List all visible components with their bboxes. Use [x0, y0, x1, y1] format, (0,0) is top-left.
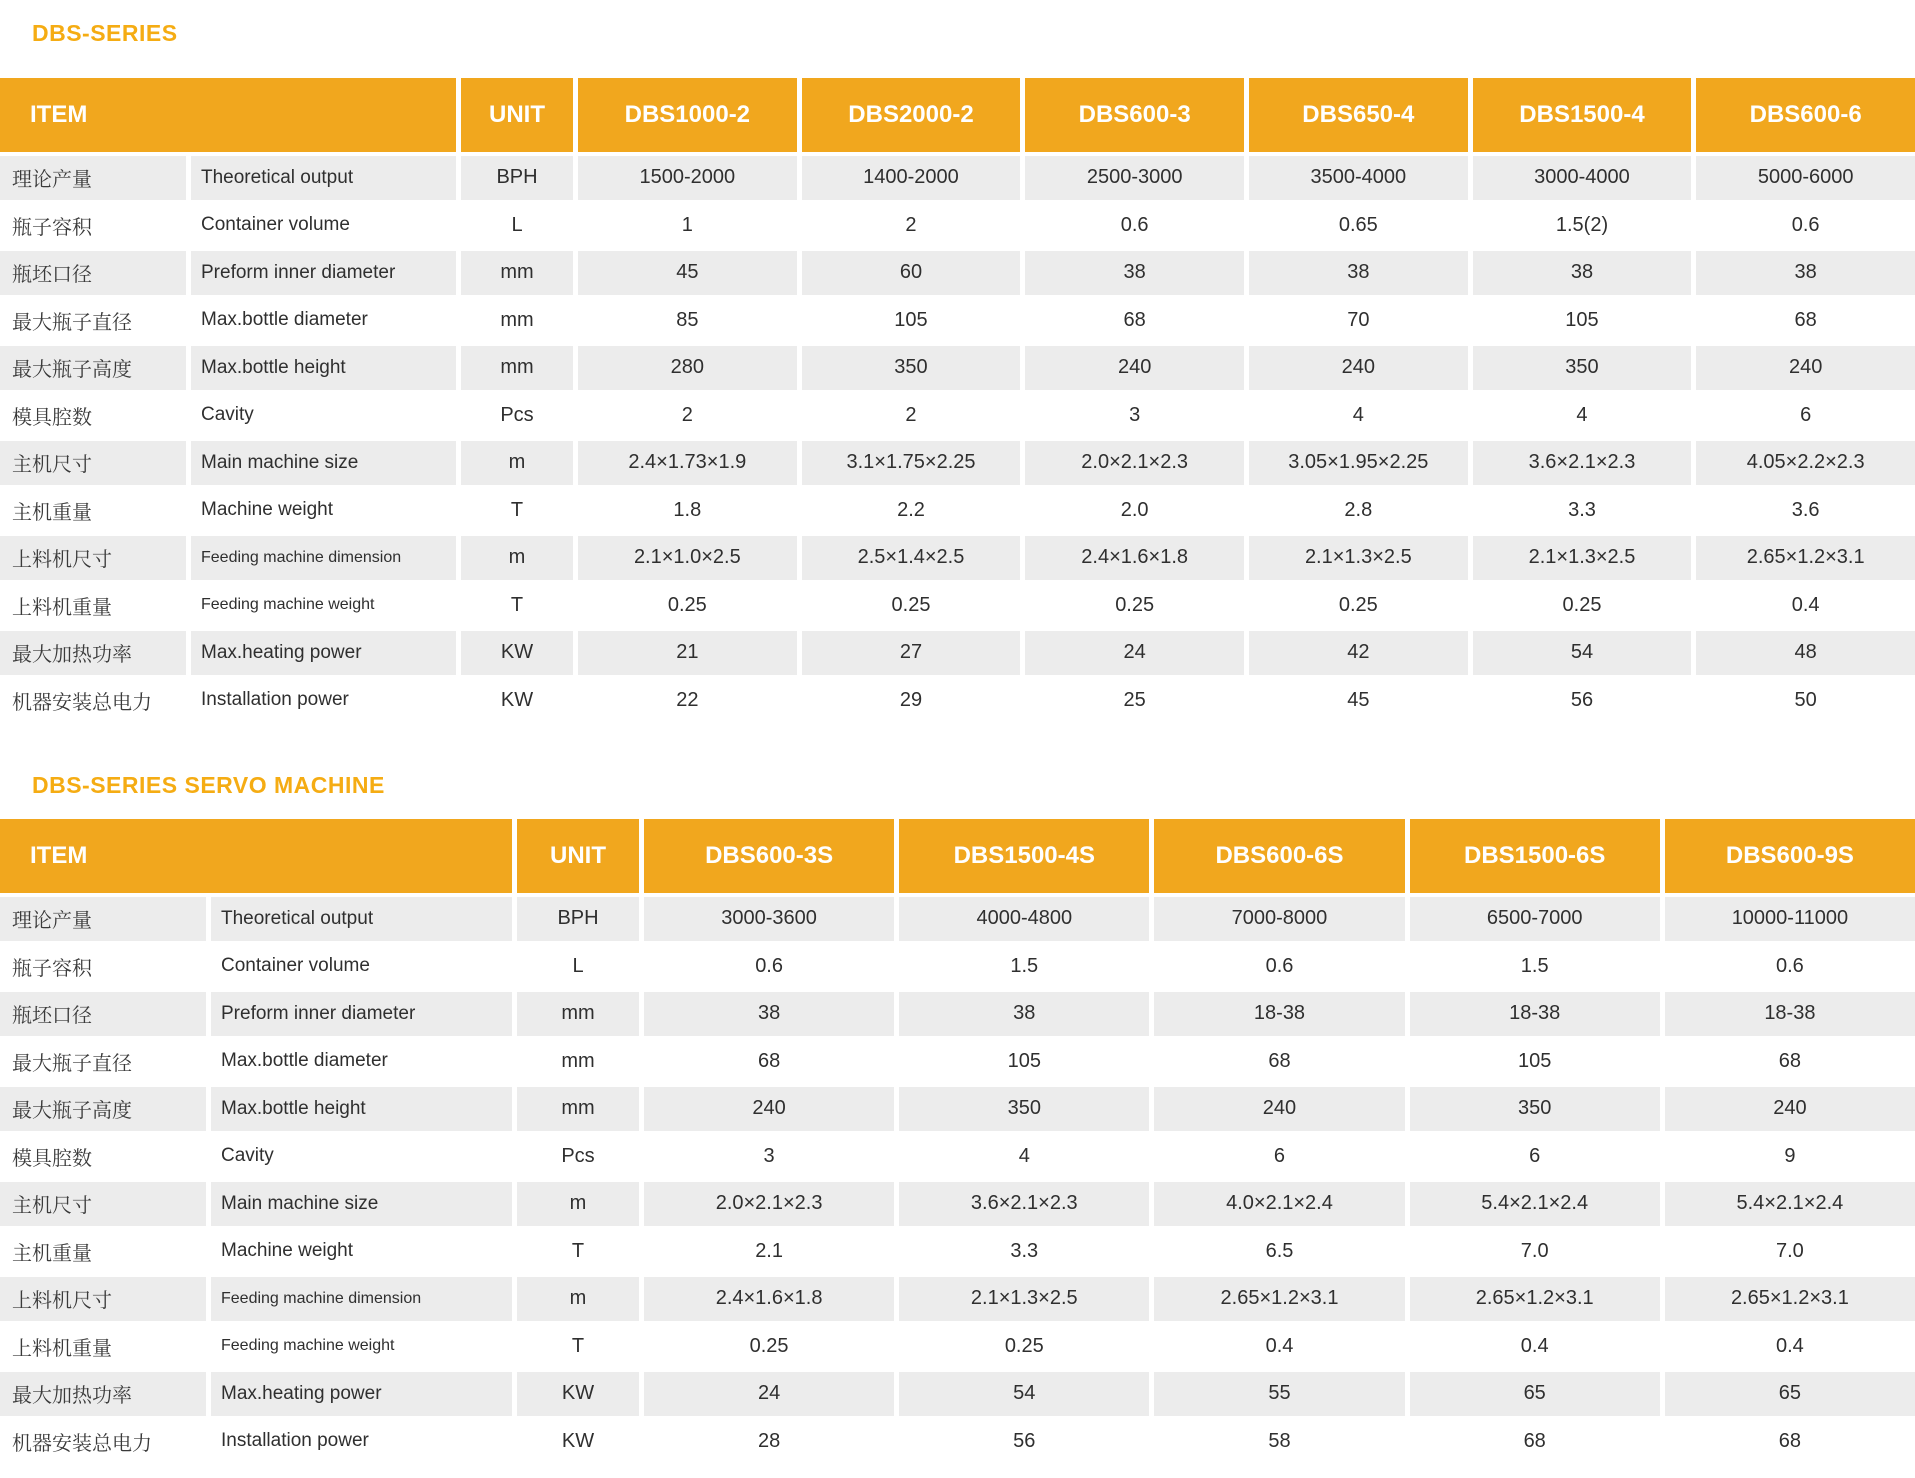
row-label-cn-cell: 上料机重量 — [0, 584, 186, 628]
value-cell: 38 — [1473, 251, 1692, 295]
value-cell: 2.65×1.2×3.1 — [1665, 1277, 1915, 1321]
unit-cell: m — [517, 1182, 639, 1226]
value-cell: 0.6 — [644, 945, 894, 989]
value-cell: 3.1×1.75×2.25 — [802, 441, 1021, 485]
value-cell: 0.25 — [1249, 584, 1468, 628]
value-cell: 3.3 — [1473, 489, 1692, 533]
model-header-cell: DBS650-4 — [1249, 78, 1468, 152]
value-cell: 10000-11000 — [1665, 897, 1915, 941]
value-cell: 2.0 — [1025, 489, 1244, 533]
value-cell: 350 — [1410, 1087, 1660, 1131]
value-cell: 3 — [644, 1135, 894, 1179]
unit-cell: T — [461, 584, 573, 628]
value-cell: 2.1×1.3×2.5 — [899, 1277, 1149, 1321]
value-cell: 2 — [802, 394, 1021, 438]
value-cell: 2.1 — [644, 1230, 894, 1274]
value-cell: 21 — [578, 631, 797, 675]
unit-cell: L — [517, 945, 639, 989]
value-cell: 105 — [802, 299, 1021, 343]
value-cell: 2.5×1.4×2.5 — [802, 536, 1021, 580]
value-cell: 2.8 — [1249, 489, 1468, 533]
value-cell: 56 — [899, 1420, 1149, 1464]
value-cell: 3.05×1.95×2.25 — [1249, 441, 1468, 485]
unit-cell: mm — [517, 1040, 639, 1084]
value-cell: 6 — [1154, 1135, 1404, 1179]
unit-cell: BPH — [461, 156, 573, 200]
value-cell: 2.1×1.3×2.5 — [1473, 536, 1692, 580]
value-cell: 2 — [578, 394, 797, 438]
value-cell: 0.6 — [1154, 945, 1404, 989]
value-cell: 5.4×2.1×2.4 — [1410, 1182, 1660, 1226]
value-cell: 68 — [1154, 1040, 1404, 1084]
row-label-en-cell: Theoretical output — [211, 897, 512, 941]
row-label-en-cell: Feeding machine dimension — [191, 536, 456, 580]
value-cell: 5.4×2.1×2.4 — [1665, 1182, 1915, 1226]
value-cell: 3500-4000 — [1249, 156, 1468, 200]
value-cell: 240 — [1025, 346, 1244, 390]
value-cell: 28 — [644, 1420, 894, 1464]
item-header-cell: ITEM — [0, 78, 456, 152]
row-label-en-cell: Machine weight — [211, 1230, 512, 1274]
value-cell: 0.25 — [1025, 584, 1244, 628]
value-cell: 105 — [1473, 299, 1692, 343]
value-cell: 2.0×2.1×2.3 — [1025, 441, 1244, 485]
value-cell: 38 — [1249, 251, 1468, 295]
value-cell: 68 — [1696, 299, 1915, 343]
value-cell: 68 — [1410, 1420, 1660, 1464]
value-cell: 38 — [1696, 251, 1915, 295]
row-label-cn-cell: 最大加热功率 — [0, 631, 186, 675]
value-cell: 2.4×1.6×1.8 — [644, 1277, 894, 1321]
value-cell: 68 — [1665, 1040, 1915, 1084]
value-cell: 4.0×2.1×2.4 — [1154, 1182, 1404, 1226]
unit-cell: L — [461, 204, 573, 248]
value-cell: 25 — [1025, 679, 1244, 723]
value-cell: 68 — [1025, 299, 1244, 343]
value-cell: 2500-3000 — [1025, 156, 1244, 200]
row-label-cn-cell: 最大瓶子高度 — [0, 346, 186, 390]
unit-cell: KW — [461, 679, 573, 723]
value-cell: 68 — [1665, 1420, 1915, 1464]
value-cell: 55 — [1154, 1372, 1404, 1416]
value-cell: 0.25 — [1473, 584, 1692, 628]
model-header-cell: DBS600-3 — [1025, 78, 1244, 152]
model-header-cell: DBS600-3S — [644, 819, 894, 893]
row-label-en-cell: Container volume — [211, 945, 512, 989]
value-cell: 0.4 — [1665, 1325, 1915, 1369]
value-cell: 2.0×2.1×2.3 — [644, 1182, 894, 1226]
value-cell: 0.65 — [1249, 204, 1468, 248]
row-label-cn-cell: 瓶坯口径 — [0, 251, 186, 295]
value-cell: 6 — [1410, 1135, 1660, 1179]
value-cell: 3.6 — [1696, 489, 1915, 533]
row-label-cn-cell: 机器安装总电力 — [0, 1420, 206, 1464]
unit-cell: mm — [517, 1087, 639, 1131]
unit-cell: m — [461, 441, 573, 485]
row-label-en-cell: Max.bottle height — [211, 1087, 512, 1131]
value-cell: 2.65×1.2×3.1 — [1696, 536, 1915, 580]
row-label-cn-cell: 上料机尺寸 — [0, 1277, 206, 1321]
value-cell: 350 — [802, 346, 1021, 390]
value-cell: 0.4 — [1696, 584, 1915, 628]
row-label-cn-cell: 最大瓶子直径 — [0, 1040, 206, 1084]
value-cell: 4 — [1473, 394, 1692, 438]
row-label-cn-cell: 主机重量 — [0, 1230, 206, 1274]
value-cell: 105 — [899, 1040, 1149, 1084]
value-cell: 45 — [1249, 679, 1468, 723]
row-label-cn-cell: 瓶子容积 — [0, 204, 186, 248]
model-header-cell: DBS1500-4 — [1473, 78, 1692, 152]
model-header-cell: DBS600-6S — [1154, 819, 1404, 893]
unit-cell: mm — [517, 992, 639, 1036]
value-cell: 6.5 — [1154, 1230, 1404, 1274]
value-cell: 7.0 — [1665, 1230, 1915, 1274]
value-cell: 4000-4800 — [899, 897, 1149, 941]
value-cell: 45 — [578, 251, 797, 295]
row-label-cn-cell: 主机尺寸 — [0, 441, 186, 485]
unit-header-cell: UNIT — [461, 78, 573, 152]
row-label-cn-cell: 主机重量 — [0, 489, 186, 533]
unit-header-cell: UNIT — [517, 819, 639, 893]
value-cell: 38 — [899, 992, 1149, 1036]
row-label-en-cell: Preform inner diameter — [191, 251, 456, 295]
value-cell: 350 — [899, 1087, 1149, 1131]
value-cell: 240 — [1665, 1087, 1915, 1131]
value-cell: 7000-8000 — [1154, 897, 1404, 941]
value-cell: 3000-4000 — [1473, 156, 1692, 200]
value-cell: 0.25 — [899, 1325, 1149, 1369]
row-label-en-cell: Max.heating power — [191, 631, 456, 675]
unit-cell: KW — [461, 631, 573, 675]
value-cell: 60 — [802, 251, 1021, 295]
value-cell: 1.8 — [578, 489, 797, 533]
value-cell: 2.1×1.0×2.5 — [578, 536, 797, 580]
value-cell: 70 — [1249, 299, 1468, 343]
value-cell: 350 — [1473, 346, 1692, 390]
value-cell: 0.4 — [1410, 1325, 1660, 1369]
value-cell: 54 — [899, 1372, 1149, 1416]
unit-cell: m — [517, 1277, 639, 1321]
unit-cell: m — [461, 536, 573, 580]
row-label-en-cell: Preform inner diameter — [211, 992, 512, 1036]
row-label-en-cell: Theoretical output — [191, 156, 456, 200]
value-cell: 1.5(2) — [1473, 204, 1692, 248]
value-cell: 65 — [1665, 1372, 1915, 1416]
value-cell: 3.6×2.1×2.3 — [1473, 441, 1692, 485]
value-cell: 54 — [1473, 631, 1692, 675]
model-header-cell: DBS600-6 — [1696, 78, 1915, 152]
unit-cell: Pcs — [517, 1135, 639, 1179]
value-cell: 0.25 — [578, 584, 797, 628]
model-header-cell: DBS1000-2 — [578, 78, 797, 152]
value-cell: 38 — [1025, 251, 1244, 295]
row-label-cn-cell: 上料机尺寸 — [0, 536, 186, 580]
unit-cell: mm — [461, 299, 573, 343]
row-label-en-cell: Max.bottle diameter — [211, 1040, 512, 1084]
value-cell: 240 — [1696, 346, 1915, 390]
value-cell: 240 — [1249, 346, 1468, 390]
value-cell: 240 — [1154, 1087, 1404, 1131]
row-label-cn-cell: 瓶子容积 — [0, 945, 206, 989]
value-cell: 4 — [1249, 394, 1468, 438]
value-cell: 0.6 — [1025, 204, 1244, 248]
value-cell: 2.1×1.3×2.5 — [1249, 536, 1468, 580]
value-cell: 18-38 — [1410, 992, 1660, 1036]
dbs-series-title: DBS-SERIES — [32, 20, 178, 46]
value-cell: 5000-6000 — [1696, 156, 1915, 200]
value-cell: 2.65×1.2×3.1 — [1154, 1277, 1404, 1321]
value-cell: 2 — [802, 204, 1021, 248]
row-label-cn-cell: 模具腔数 — [0, 394, 186, 438]
value-cell: 2.4×1.6×1.8 — [1025, 536, 1244, 580]
row-label-cn-cell: 最大瓶子直径 — [0, 299, 186, 343]
value-cell: 42 — [1249, 631, 1468, 675]
row-label-en-cell: Max.heating power — [211, 1372, 512, 1416]
value-cell: 24 — [644, 1372, 894, 1416]
value-cell: 3.6×2.1×2.3 — [899, 1182, 1149, 1226]
value-cell: 18-38 — [1665, 992, 1915, 1036]
value-cell: 1500-2000 — [578, 156, 797, 200]
value-cell: 0.4 — [1154, 1325, 1404, 1369]
value-cell: 38 — [644, 992, 894, 1036]
unit-cell: T — [517, 1230, 639, 1274]
value-cell: 6500-7000 — [1410, 897, 1660, 941]
dbs-series-servo-table — [0, 819, 1915, 1463]
row-label-en-cell: Feeding machine weight — [211, 1325, 512, 1369]
spec-sheet — [0, 18, 1915, 1463]
row-label-cn-cell: 模具腔数 — [0, 1135, 206, 1179]
unit-cell: T — [517, 1325, 639, 1369]
row-label-en-cell: Feeding machine weight — [191, 584, 456, 628]
value-cell: 65 — [1410, 1372, 1660, 1416]
value-cell: 4.05×2.2×2.3 — [1696, 441, 1915, 485]
row-label-en-cell: Max.bottle height — [191, 346, 456, 390]
row-label-en-cell: Cavity — [191, 394, 456, 438]
value-cell: 48 — [1696, 631, 1915, 675]
row-label-cn-cell: 上料机重量 — [0, 1325, 206, 1369]
row-label-cn-cell: 机器安装总电力 — [0, 679, 186, 723]
row-label-cn-cell: 瓶坯口径 — [0, 992, 206, 1036]
value-cell: 0.6 — [1665, 945, 1915, 989]
item-header-cell: ITEM — [0, 819, 512, 893]
unit-cell: mm — [461, 346, 573, 390]
row-label-en-cell: Main machine size — [191, 441, 456, 485]
row-label-en-cell: Container volume — [191, 204, 456, 248]
value-cell: 3000-3600 — [644, 897, 894, 941]
value-cell: 0.25 — [644, 1325, 894, 1369]
row-label-en-cell: Installation power — [211, 1420, 512, 1464]
value-cell: 240 — [644, 1087, 894, 1131]
unit-cell: KW — [517, 1372, 639, 1416]
row-label-en-cell: Max.bottle diameter — [191, 299, 456, 343]
value-cell: 1 — [578, 204, 797, 248]
value-cell: 1.5 — [1410, 945, 1660, 989]
model-header-cell: DBS2000-2 — [802, 78, 1021, 152]
value-cell: 280 — [578, 346, 797, 390]
value-cell: 50 — [1696, 679, 1915, 723]
value-cell: 85 — [578, 299, 797, 343]
value-cell: 3 — [1025, 394, 1244, 438]
value-cell: 68 — [644, 1040, 894, 1084]
value-cell: 18-38 — [1154, 992, 1404, 1036]
value-cell: 105 — [1410, 1040, 1660, 1084]
value-cell: 2.65×1.2×3.1 — [1410, 1277, 1660, 1321]
unit-cell: mm — [461, 251, 573, 295]
unit-cell: T — [461, 489, 573, 533]
value-cell: 56 — [1473, 679, 1692, 723]
value-cell: 29 — [802, 679, 1021, 723]
value-cell: 6 — [1696, 394, 1915, 438]
value-cell: 1400-2000 — [802, 156, 1021, 200]
value-cell: 58 — [1154, 1420, 1404, 1464]
value-cell: 27 — [802, 631, 1021, 675]
row-label-en-cell: Cavity — [211, 1135, 512, 1179]
value-cell: 0.25 — [802, 584, 1021, 628]
row-label-en-cell: Machine weight — [191, 489, 456, 533]
model-header-cell: DBS600-9S — [1665, 819, 1915, 893]
value-cell: 4 — [899, 1135, 1149, 1179]
row-label-cn-cell: 理论产量 — [0, 897, 206, 941]
value-cell: 2.2 — [802, 489, 1021, 533]
row-label-en-cell: Main machine size — [211, 1182, 512, 1226]
value-cell: 24 — [1025, 631, 1244, 675]
row-label-cn-cell: 最大加热功率 — [0, 1372, 206, 1416]
unit-cell: BPH — [517, 897, 639, 941]
row-label-cn-cell: 理论产量 — [0, 156, 186, 200]
row-label-en-cell: Feeding machine dimension — [211, 1277, 512, 1321]
row-label-cn-cell: 最大瓶子高度 — [0, 1087, 206, 1131]
row-label-en-cell: Installation power — [191, 679, 456, 723]
value-cell: 1.5 — [899, 945, 1149, 989]
dbs-series-servo-title: DBS-SERIES SERVO MACHINE — [32, 772, 385, 798]
value-cell: 22 — [578, 679, 797, 723]
dbs-series-table — [0, 78, 1915, 722]
value-cell: 9 — [1665, 1135, 1915, 1179]
value-cell: 2.4×1.73×1.9 — [578, 441, 797, 485]
unit-cell: KW — [517, 1420, 639, 1464]
value-cell: 3.3 — [899, 1230, 1149, 1274]
row-label-cn-cell: 主机尺寸 — [0, 1182, 206, 1226]
value-cell: 0.6 — [1696, 204, 1915, 248]
model-header-cell: DBS1500-4S — [899, 819, 1149, 893]
value-cell: 7.0 — [1410, 1230, 1660, 1274]
unit-cell: Pcs — [461, 394, 573, 438]
model-header-cell: DBS1500-6S — [1410, 819, 1660, 893]
